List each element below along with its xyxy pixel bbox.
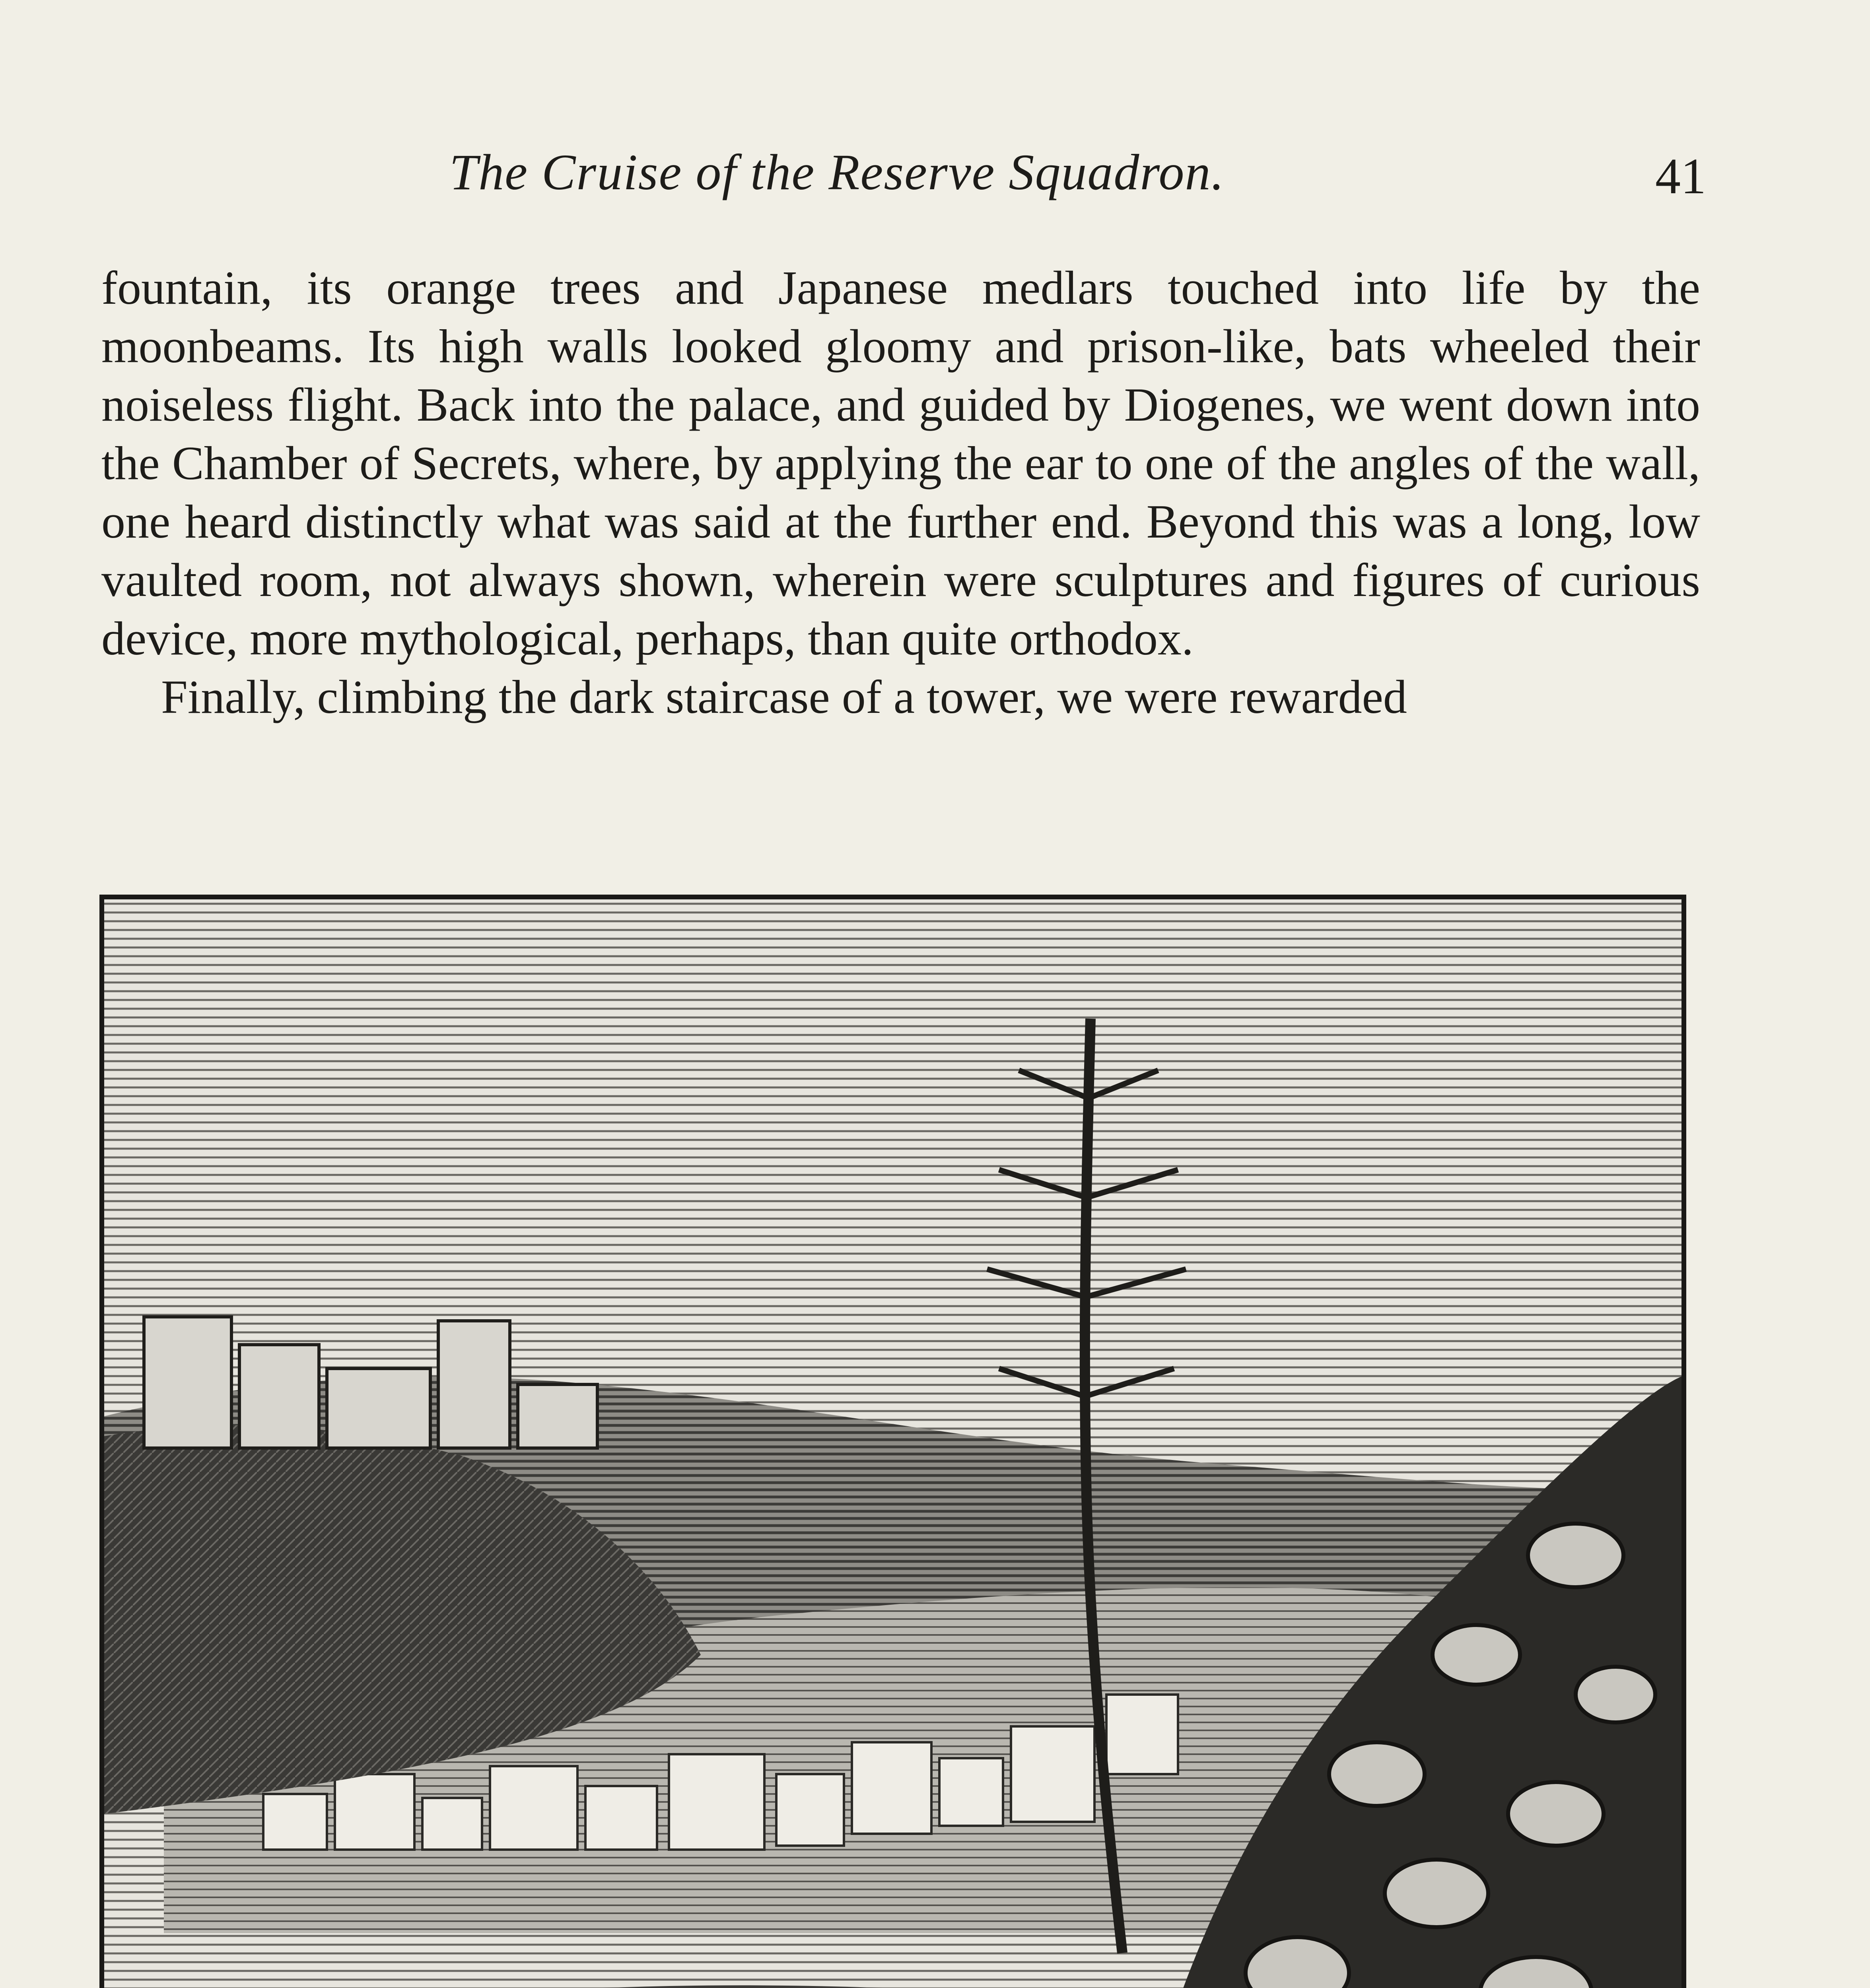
paragraph-finally: Finally, climbing the dark staircase of a tower, we were rewarded <box>161 670 1407 723</box>
engraving-illustration <box>99 895 1686 1988</box>
page-number: 41 <box>1655 148 1706 204</box>
running-title: The Cruise of the Reserve Squadron. <box>449 144 1225 200</box>
body-text-top <box>101 258 1700 726</box>
paragraph-fountain: fountain, its orange trees and Japanese medlars touched into life by the moonbeams. Its high walls looked gloomy and prison-like, bats wheeled their noiseless flight. Back into the palace, and guided by Diogenes, we went down into the Chamber of Secrets, where, by applying the ear to one of the angles of the wall, one heard distinctly what was said at the further end. Beyond this was a long, low vaulted room, not always shown, wherein were sculptures and figures of curious device, more mythological, perhaps, than quite orthodox. <box>101 261 1700 665</box>
alhambra-engraving <box>104 899 1681 1988</box>
page-header <box>99 143 1706 203</box>
